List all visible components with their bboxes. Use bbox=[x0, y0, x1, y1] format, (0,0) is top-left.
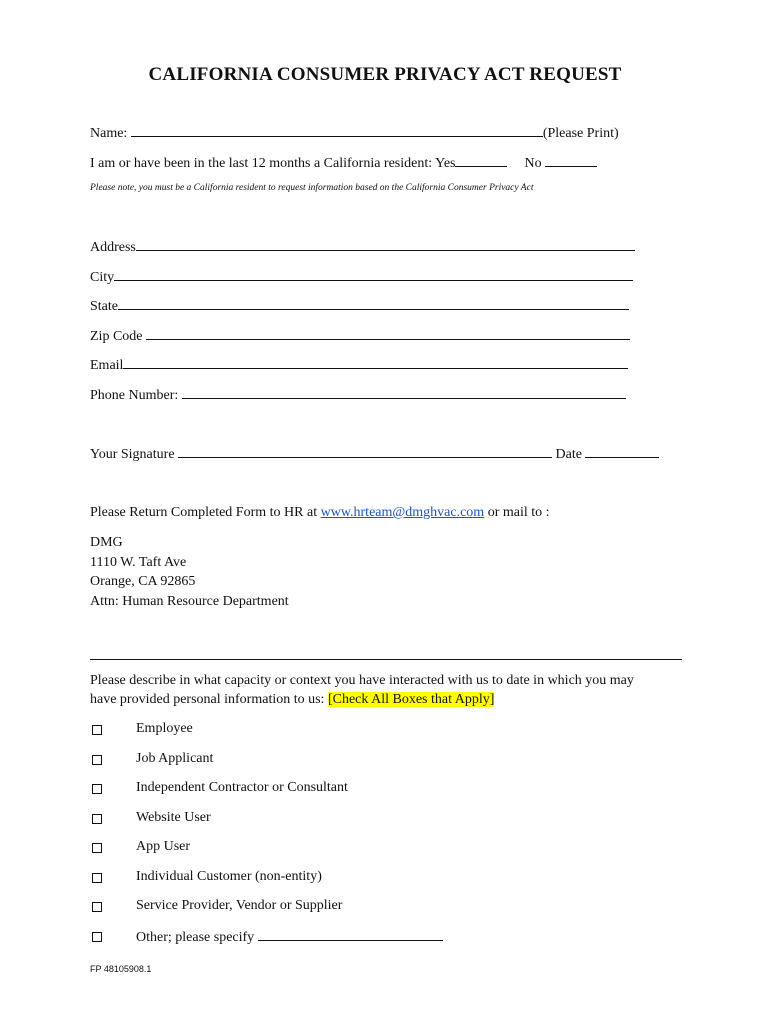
address-label: Address bbox=[90, 240, 136, 255]
zip-label: Zip Code bbox=[90, 329, 143, 344]
name-field[interactable] bbox=[131, 124, 543, 137]
signature-label: Your Signature bbox=[90, 447, 175, 462]
resident-note: Please note, you must be a California resident to request information based on the California Consumer Privacy Act bbox=[90, 183, 534, 193]
address-line: Attn: Human Resource Department bbox=[90, 593, 289, 609]
date-label: Date bbox=[555, 447, 582, 462]
option-employee: Employee bbox=[136, 721, 193, 736]
address-line: Orange, CA 92865 bbox=[90, 574, 196, 589]
service-provider-checkbox[interactable] bbox=[92, 902, 102, 912]
state-label: State bbox=[90, 299, 118, 314]
app-user-checkbox[interactable] bbox=[92, 843, 102, 853]
phone-label: Phone Number: bbox=[90, 388, 179, 403]
other-label: Other; please specify bbox=[136, 930, 255, 945]
form-title: CALIFORNIA CONSUMER PRIVACY ACT REQUEST bbox=[148, 64, 622, 85]
hr-email-link[interactable]: www.hrteam@dmghvac.com bbox=[320, 505, 485, 520]
option-service-provider: Service Provider, Vendor or Supplier bbox=[136, 898, 343, 913]
city-row bbox=[90, 268, 633, 286]
email-field[interactable] bbox=[123, 356, 628, 369]
return-instructions bbox=[90, 505, 550, 521]
section-divider bbox=[90, 659, 682, 660]
contractor-checkbox[interactable] bbox=[92, 784, 102, 794]
zip-row bbox=[90, 327, 630, 345]
city-field[interactable] bbox=[114, 268, 633, 281]
date-field[interactable] bbox=[585, 445, 659, 458]
website-user-checkbox[interactable] bbox=[92, 814, 102, 824]
name-suffix: (Please Print) bbox=[542, 126, 619, 141]
name-row bbox=[90, 124, 619, 142]
option-individual-customer: Individual Customer (non-entity) bbox=[136, 869, 322, 884]
other-specify-field[interactable] bbox=[258, 928, 443, 941]
no-field[interactable] bbox=[545, 154, 597, 167]
phone-row bbox=[90, 386, 626, 404]
phone-field[interactable] bbox=[182, 386, 626, 399]
yes-field[interactable] bbox=[455, 154, 507, 167]
email-row bbox=[90, 356, 628, 374]
option-contractor: Independent Contractor or Consultant bbox=[136, 780, 348, 795]
option-app-user: App User bbox=[136, 839, 191, 854]
other-checkbox[interactable] bbox=[92, 932, 102, 942]
signature-row bbox=[90, 445, 659, 463]
address-field[interactable] bbox=[136, 238, 635, 251]
address-line: 1110 W. Taft Ave bbox=[90, 554, 187, 570]
no-label: No bbox=[524, 156, 542, 171]
option-website-user: Website User bbox=[136, 810, 211, 825]
employee-checkbox[interactable] bbox=[92, 725, 102, 735]
return-suffix: or mail to : bbox=[487, 505, 550, 520]
form-code-footer: FP 48105908.1 bbox=[90, 964, 152, 974]
capacity-prompt-line2 bbox=[90, 692, 494, 708]
resident-question: I am or have been in the last 12 months a California resident: bbox=[90, 156, 433, 171]
state-row bbox=[90, 297, 629, 315]
capacity-prompt-line1: Please describe in what capacity or context you have interacted with us to date in which you may bbox=[90, 673, 634, 688]
email-label: Email bbox=[90, 358, 124, 373]
address-row bbox=[90, 238, 635, 256]
return-prefix: Please Return Completed Form to HR at bbox=[90, 505, 318, 520]
state-field[interactable] bbox=[118, 297, 629, 310]
check-all-highlight: [Check All Boxes that Apply] bbox=[327, 692, 495, 707]
yes-label: Yes bbox=[435, 156, 456, 171]
city-label: City bbox=[90, 270, 115, 285]
mailing-address bbox=[90, 533, 289, 611]
name-label: Name: bbox=[90, 126, 128, 141]
zip-field[interactable] bbox=[146, 327, 630, 340]
option-other bbox=[136, 928, 443, 946]
signature-field[interactable] bbox=[178, 445, 552, 458]
job-applicant-checkbox[interactable] bbox=[92, 755, 102, 765]
capacity-prompt-text: have provided personal information to us: bbox=[90, 692, 325, 707]
address-line: DMG bbox=[90, 535, 123, 550]
option-job-applicant: Job Applicant bbox=[136, 751, 214, 766]
resident-row bbox=[90, 154, 597, 172]
individual-customer-checkbox[interactable] bbox=[92, 873, 102, 883]
